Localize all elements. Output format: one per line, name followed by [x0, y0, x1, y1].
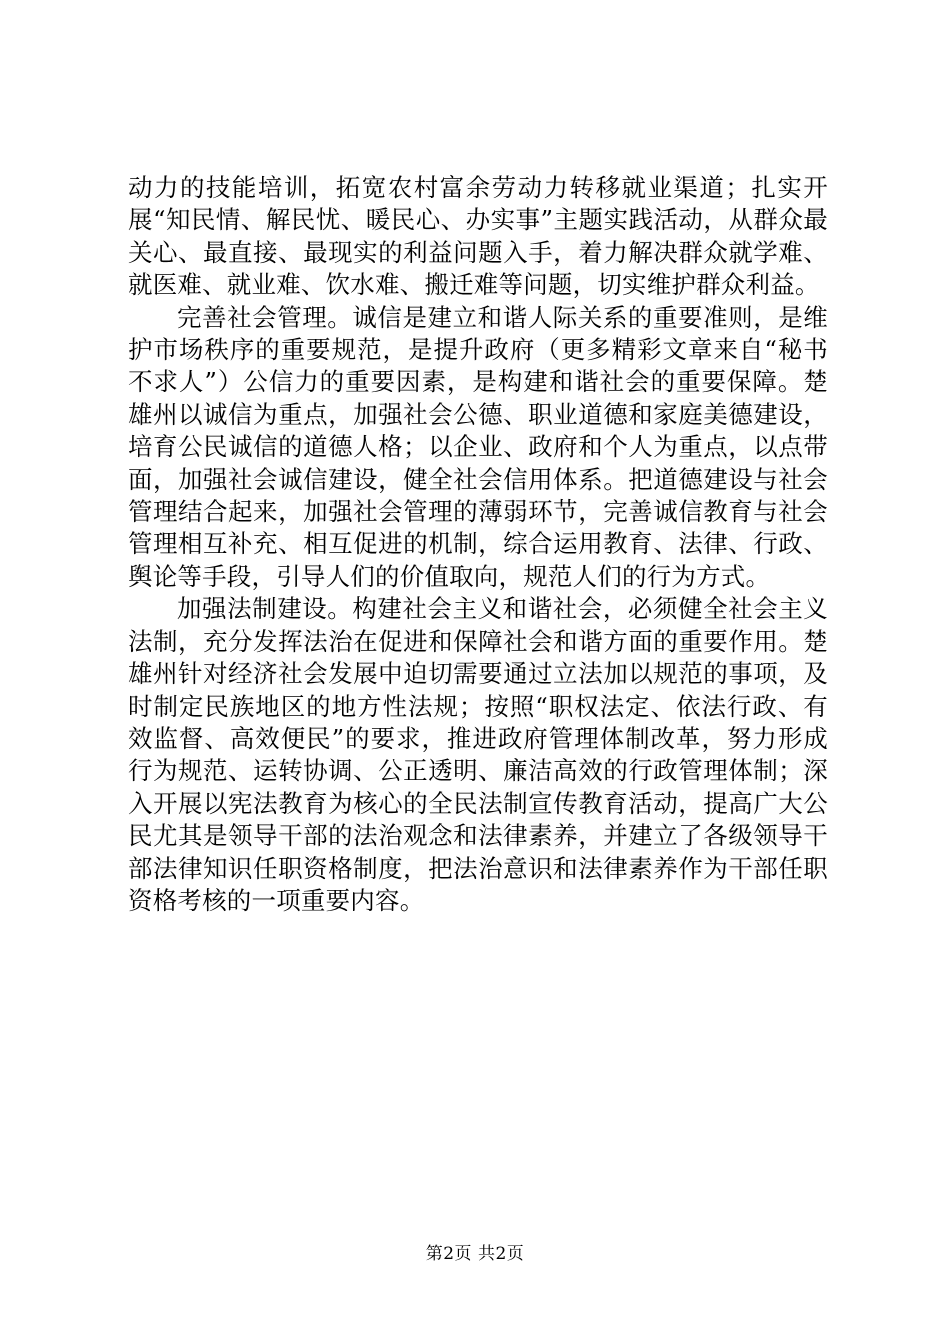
page-number-footer: 第2页 共2页	[425, 1244, 525, 1264]
document-body	[128, 172, 828, 917]
paragraph-social-management: 完善社会管理。诚信是建立和谐人际关系的重要准则，是维护市场秩序的重要规范，是提升政府（更多精彩文章来自“秘书不求人”）公信力的重要因素，是构建和谐社会的重要保障。楚雄州以诚信为重点，加强社会公德、职业道德和家庭美德建设，培育公民诚信的道德人格；以企业、政府和个人为重点，以点带面，加强社会诚信建设，健全社会信用体系。把道德建设与社会管理结合起来，加强社会管理的薄弱环节，完善诚信教育与社会管理相互补充、相互促进的机制，综合运用教育、法律、行政、舆论等手段，引导人们的价值取向，规范人们的行为方式。	[128, 302, 828, 591]
paragraph-continuation: 动力的技能培训，拓宽农村富余劳动力转移就业渠道；扎实开展“知民情、解民忧、暖民心、办实事”主题实践活动，从群众最关心、最直接、最现实的利益问题入手，着力解决群众就学难、就医难、就业难、饮水难、搬迁难等问题，切实维护群众利益。	[128, 173, 828, 300]
paragraph-legal-system: 加强法制建设。构建社会主义和谐社会，必须健全社会主义法制，充分发挥法治在促进和保障社会和谐方面的重要作用。楚雄州针对经济社会发展中迫切需要通过立法加以规范的事项，及时制定民族地区的地方性法规；按照“职权法定、依法行政、有效监督、高效便民”的要求，推进政府管理体制改革，努力形成行为规范、运转协调、公正透明、廉洁高效的行政管理体制；深入开展以宪法教育为核心的全民法制宣传教育活动，提高广大公民尤其是领导干部的法治观念和法律素养，并建立了各级领导干部法律知识任职资格制度，把法治意识和法律素养作为干部任职资格考核的一项重要内容。	[128, 594, 828, 915]
